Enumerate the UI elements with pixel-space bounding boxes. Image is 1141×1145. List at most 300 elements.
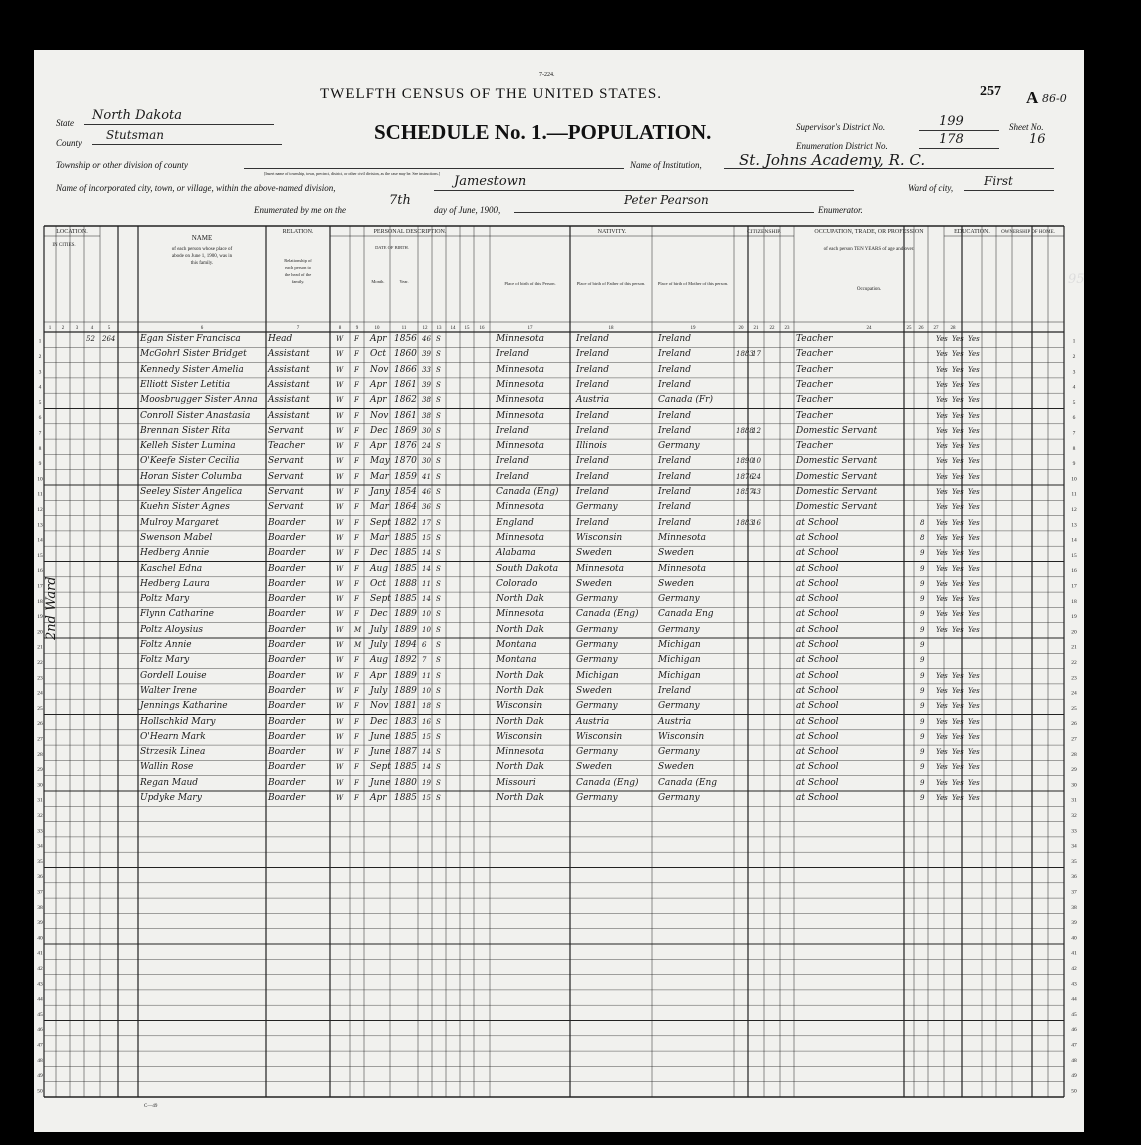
- cell-english: Yes: [968, 794, 980, 802]
- cell-dwelling: 52: [86, 335, 95, 343]
- cell-marital: S: [436, 794, 441, 802]
- cell-occupation: at School: [796, 578, 839, 589]
- line-number-right: 22: [1071, 660, 1077, 667]
- cell-year: 1880: [394, 777, 417, 788]
- cell-mother: Germany: [658, 624, 700, 635]
- cell-relation: Boarder: [268, 793, 306, 803]
- line-number-right: 24: [1071, 690, 1077, 697]
- cell-sex: F: [354, 610, 359, 619]
- cell-birth: Colorado: [496, 578, 538, 589]
- cell-father: Ireland: [576, 471, 609, 482]
- cell-age: 24: [422, 442, 431, 451]
- header-birth-person: Place of birth of this Person.: [504, 281, 556, 286]
- column-number: 19: [690, 326, 696, 331]
- cell-year: 1889: [394, 685, 417, 696]
- line-number-left: 4: [38, 384, 42, 391]
- cell-month: Sept: [370, 517, 391, 528]
- cell-relation: Boarder: [268, 655, 306, 666]
- cell-relation: Boarder: [268, 563, 306, 574]
- cell-birth: North Dak: [496, 685, 544, 696]
- column-number: 12: [422, 326, 428, 331]
- cell-color: W: [336, 671, 344, 680]
- cell-english: Yes: [968, 671, 980, 680]
- cell-read: Yes: [936, 671, 948, 680]
- header-relation: RELATION.: [282, 229, 314, 235]
- cell-write: Yes: [952, 595, 964, 604]
- cell-color: W: [336, 794, 344, 802]
- cell-read: Yes: [936, 396, 948, 405]
- cell-father: Ireland: [576, 456, 609, 467]
- cell-father: Ireland: [576, 517, 609, 528]
- line-number-right: 46: [1071, 1027, 1077, 1034]
- cell-color: W: [336, 426, 344, 435]
- line-number-left: 43: [37, 981, 43, 988]
- cell-marital: S: [436, 763, 441, 772]
- line-number-left: 26: [37, 721, 43, 728]
- line-number-right: 26: [1071, 721, 1077, 728]
- cell-read: Yes: [936, 380, 948, 389]
- cell-school: 9: [920, 763, 925, 772]
- cell-school: 9: [920, 641, 925, 649]
- cell-father: Minnesota: [576, 563, 625, 574]
- column-number: 4: [90, 326, 94, 331]
- cell-occupation: at School: [796, 747, 839, 758]
- cell-year: 1885: [394, 563, 417, 574]
- cell-english: Yes: [968, 533, 980, 542]
- cell-school: 9: [920, 748, 925, 757]
- cell-relation: Servant: [268, 502, 304, 513]
- cell-read: Yes: [936, 595, 948, 604]
- cell-age: 14: [422, 549, 431, 558]
- cell-mother: Ireland: [658, 487, 691, 497]
- cell-occupation: at School: [796, 517, 839, 528]
- cell-school: 9: [920, 656, 925, 665]
- page-number: 257: [980, 84, 1001, 99]
- cell-relation: Boarder: [268, 762, 306, 773]
- cell-marital: S: [436, 442, 441, 451]
- cell-read: Yes: [936, 794, 948, 802]
- cell-read: Yes: [936, 533, 948, 542]
- header-name: NAME: [191, 234, 213, 242]
- cell-marital: S: [436, 686, 441, 695]
- cell-age: 14: [422, 595, 431, 604]
- cell-relation: Boarder: [268, 731, 306, 742]
- cell-sex: F: [354, 488, 359, 496]
- cell-english: Yes: [968, 518, 980, 527]
- cell-color: W: [336, 564, 344, 573]
- cell-color: W: [336, 503, 344, 512]
- cell-year: 1860: [394, 349, 417, 360]
- header-relation-desc: family.: [291, 279, 305, 284]
- cell-occupation: at School: [796, 731, 839, 742]
- cell-father: Germany: [576, 640, 618, 650]
- cell-month: June: [370, 731, 391, 742]
- cell-sex: F: [354, 380, 359, 389]
- cell-father: Sweden: [576, 762, 613, 773]
- line-number-right: 4: [1072, 384, 1076, 391]
- line-number-right: 28: [1071, 751, 1077, 758]
- column-number: 17: [527, 326, 533, 331]
- line-number-left: 49: [37, 1073, 43, 1080]
- cell-color: W: [336, 778, 344, 787]
- cell-english: Yes: [968, 488, 980, 496]
- cell-occupation: Domestic Servant: [796, 502, 878, 513]
- cell-color: W: [336, 732, 344, 741]
- cell-mother: Germany: [658, 701, 700, 712]
- cell-marital: S: [436, 396, 441, 405]
- line-number-left: 17: [37, 583, 43, 590]
- cell-write: Yes: [952, 610, 964, 619]
- line-number-left: 45: [37, 1011, 43, 1018]
- header-month: Month.: [371, 279, 385, 284]
- institution-label: Name of Institution,: [630, 160, 702, 170]
- cell-name: McGohrl Sister Bridget: [140, 349, 247, 360]
- cell-school: 9: [920, 702, 925, 711]
- cell-relation: Boarder: [268, 716, 306, 727]
- header-nativity: NATIVITY.: [597, 229, 627, 235]
- cell-father: Canada (Eng): [576, 609, 639, 620]
- cell-mother: Ireland: [658, 425, 691, 436]
- cell-mother: Germany: [658, 441, 700, 452]
- cell-month: Apr: [370, 670, 387, 681]
- cell-english: Yes: [968, 595, 980, 604]
- cell-read: Yes: [936, 472, 948, 481]
- cell-relation: Assistant: [268, 364, 310, 375]
- cell-sex: F: [354, 442, 359, 451]
- cell-relation: Boarder: [268, 640, 306, 650]
- cell-age: 39: [422, 350, 431, 359]
- cell-marital: S: [436, 717, 441, 726]
- cell-sex: M: [354, 641, 362, 649]
- line-number-right: 43: [1071, 981, 1077, 988]
- cell-month: Aug: [370, 655, 389, 666]
- cell-occupation: at School: [796, 532, 839, 543]
- cell-month: Apr: [370, 441, 387, 452]
- cell-occupation: at School: [796, 670, 839, 681]
- cell-year: 1859: [394, 471, 417, 482]
- cell-age: 39: [422, 380, 431, 389]
- cell-father: Wisconsin: [576, 731, 623, 742]
- cell-year: 1869: [394, 425, 417, 436]
- cell-immig: 1883: [736, 518, 754, 527]
- cell-age: 30: [422, 426, 431, 435]
- cell-english: Yes: [968, 763, 980, 772]
- cell-sex: F: [354, 579, 359, 588]
- column-number: 20: [738, 326, 744, 331]
- cell-write: Yes: [952, 518, 964, 527]
- cell-write: Yes: [952, 442, 964, 451]
- cell-month: Sept: [370, 762, 391, 773]
- cell-marital: S: [436, 625, 441, 634]
- cell-color: W: [336, 702, 344, 711]
- line-number-left: 12: [37, 507, 43, 514]
- cell-school: 9: [920, 549, 925, 558]
- cell-name: Hollschkid Mary: [140, 716, 216, 727]
- cell-relation: Boarder: [268, 747, 306, 758]
- cell-name: Walter Irene: [140, 685, 198, 696]
- township-note: [Insert name of township, town, precinct, district, or other civil division, as the case may be. See instructions.]: [264, 171, 441, 176]
- cell-year: 1876: [394, 441, 417, 452]
- cell-month: Dec: [370, 548, 388, 559]
- cell-birth: Wisconsin: [496, 731, 543, 742]
- cell-occupation: Teacher: [796, 349, 833, 360]
- header-ownership: OWNERSHIP OF HOME.: [1001, 230, 1055, 235]
- line-number-right: 1: [1072, 338, 1076, 345]
- cell-mother: Ireland: [658, 471, 691, 482]
- cell-month: Nov: [370, 364, 389, 375]
- cell-name: Regan Maud: [140, 777, 199, 788]
- cell-school: 9: [920, 686, 925, 695]
- cell-relation: Servant: [268, 487, 304, 497]
- cell-mother: Minnesota: [658, 563, 707, 574]
- line-number-right: 47: [1071, 1042, 1077, 1049]
- cell-read: Yes: [936, 778, 948, 787]
- cell-write: Yes: [952, 794, 964, 802]
- cell-year: 1866: [394, 364, 417, 375]
- line-number-left: 50: [37, 1088, 43, 1095]
- cell-school: 9: [920, 625, 925, 634]
- cell-marital: S: [436, 533, 441, 542]
- cell-english: Yes: [968, 503, 980, 512]
- cell-year: 1870: [394, 456, 417, 467]
- column-number: 5: [107, 326, 111, 331]
- cell-age: 10: [422, 610, 431, 619]
- cell-mother: Ireland: [658, 517, 691, 528]
- cell-color: W: [336, 488, 344, 496]
- header-birth-mother: Place of birth of Mother of this person.: [657, 281, 729, 286]
- cell-school: 9: [920, 564, 925, 573]
- cell-sex: F: [354, 778, 359, 787]
- cell-marital: S: [436, 380, 441, 389]
- cell-age: 17: [422, 518, 431, 527]
- cell-sex: F: [354, 671, 359, 680]
- cell-father: Germany: [576, 655, 618, 666]
- cell-marital: S: [436, 641, 441, 649]
- line-number-right: 11: [1071, 491, 1077, 498]
- cell-english: Yes: [968, 702, 980, 711]
- cell-name: Wallin Rose: [140, 762, 194, 773]
- cell-color: W: [336, 533, 344, 542]
- cell-age: 15: [422, 732, 431, 741]
- cell-mother: Sweden: [658, 548, 695, 559]
- cell-name: Foltz Mary: [140, 655, 190, 666]
- cell-relation: Boarder: [268, 548, 306, 559]
- cell-birth: Minnesota: [496, 609, 545, 620]
- column-number: 22: [769, 326, 775, 331]
- line-number-right: 20: [1071, 629, 1077, 636]
- cell-read: Yes: [936, 503, 948, 512]
- line-number-right: 2: [1072, 354, 1076, 361]
- cell-sex: F: [354, 518, 359, 527]
- line-number-right: 17: [1071, 583, 1077, 590]
- cell-read: Yes: [936, 686, 948, 695]
- cell-sex: M: [354, 625, 362, 634]
- cell-age: 15: [422, 533, 431, 542]
- cell-read: Yes: [936, 763, 948, 772]
- cell-age: 38: [422, 411, 431, 420]
- cell-name: Brennan Sister Rita: [140, 425, 231, 436]
- cell-sex: F: [354, 702, 359, 711]
- cell-write: Yes: [952, 488, 964, 496]
- cell-year: 1885: [394, 548, 417, 559]
- supervisor-label: Supervisor's District No.: [796, 122, 886, 132]
- cell-mother: Canada (Fr): [658, 395, 713, 406]
- cell-relation: Boarder: [268, 624, 306, 635]
- page-stamp: A: [1026, 88, 1039, 107]
- line-number-right: 38: [1071, 904, 1077, 911]
- cell-english: Yes: [968, 625, 980, 634]
- cell-birth: England: [496, 517, 534, 528]
- line-number-left: 20: [37, 629, 43, 636]
- cell-mother: Wisconsin: [658, 731, 705, 742]
- cell-name: Gordell Louise: [140, 670, 207, 681]
- enumerated-label: Enumerated by me on the: [254, 205, 346, 215]
- cell-marital: S: [436, 411, 441, 420]
- cell-birth: Minnesota: [496, 441, 545, 452]
- cell-color: W: [336, 641, 344, 649]
- cell-name: Moosbrugger Sister Anna: [140, 395, 258, 406]
- cell-marital: S: [436, 350, 441, 359]
- cell-color: W: [336, 472, 344, 481]
- cell-mother: Minnesota: [658, 532, 707, 543]
- line-number-right: 10: [1071, 476, 1077, 483]
- cell-marital: S: [436, 488, 441, 496]
- line-number-right: 35: [1071, 858, 1077, 865]
- cell-birth: North Dak: [496, 670, 544, 681]
- cell-year: 1883: [394, 716, 417, 727]
- cell-write: Yes: [952, 671, 964, 680]
- cell-year: 1885: [394, 594, 417, 605]
- column-number: 16: [479, 326, 485, 331]
- cell-relation: Servant: [268, 471, 304, 482]
- cell-age: 38: [422, 396, 431, 405]
- cell-occupation: at School: [796, 640, 839, 650]
- page-stamp-handwritten: 86-0: [1042, 92, 1067, 105]
- line-number-left: 2: [38, 354, 42, 361]
- cell-occupation: at School: [796, 624, 839, 635]
- form-number: 7-224.: [539, 72, 555, 78]
- cell-school: 9: [920, 579, 925, 588]
- cell-relation: Teacher: [268, 441, 305, 452]
- cell-mother: Germany: [658, 594, 700, 605]
- cell-mother: Ireland: [658, 456, 691, 467]
- cell-write: Yes: [952, 686, 964, 695]
- cell-name: Hedberg Annie: [140, 548, 210, 559]
- cell-birth: Missouri: [496, 777, 536, 788]
- cell-mother: Sweden: [658, 762, 695, 773]
- cell-write: Yes: [952, 503, 964, 512]
- cell-year: 1894: [394, 640, 417, 650]
- county-label: County: [56, 138, 82, 148]
- line-number-right: 37: [1071, 889, 1077, 896]
- cell-year: 1861: [394, 379, 417, 390]
- cell-father: Austria: [576, 395, 610, 406]
- cell-occupation: at School: [796, 655, 839, 666]
- cell-read: Yes: [936, 457, 948, 466]
- line-number-left: 5: [38, 399, 42, 406]
- cell-birth: North Dak: [496, 594, 544, 605]
- cell-school: 9: [920, 717, 925, 726]
- cell-mother: Ireland: [658, 379, 691, 390]
- cell-sex: F: [354, 457, 359, 466]
- header-citizenship: CITIZENSHIP.: [746, 229, 782, 235]
- sheet-label: Sheet No.: [1009, 122, 1044, 132]
- cell-read: Yes: [936, 625, 948, 634]
- column-number: 1: [48, 326, 52, 331]
- cell-father: Sweden: [576, 578, 613, 589]
- cell-occupation: Domestic Servant: [796, 471, 878, 482]
- cell-father: Germany: [576, 594, 618, 605]
- cell-name: Updyke Mary: [140, 793, 202, 803]
- cell-school: 8: [920, 533, 925, 542]
- cell-sex: F: [354, 411, 359, 420]
- cell-mother: Austria: [658, 716, 692, 727]
- cell-marital: S: [436, 426, 441, 435]
- cell-father: Ireland: [576, 487, 609, 497]
- line-number-right: 15: [1071, 552, 1077, 559]
- cell-immig: 1857: [736, 488, 754, 496]
- cell-father: Germany: [576, 701, 618, 712]
- cell-marital: S: [436, 564, 441, 573]
- cell-school: 8: [920, 518, 925, 527]
- cell-color: W: [336, 365, 344, 374]
- cell-age: 46: [422, 488, 431, 496]
- city-label: Name of incorporated city, town, or village, within the above-named division,: [56, 183, 336, 193]
- cell-color: W: [336, 518, 344, 527]
- cell-name: O'Hearn Mark: [140, 731, 206, 742]
- township-label: Township or other division of county: [56, 160, 188, 170]
- cell-birth: North Dak: [496, 716, 544, 727]
- state-value: North Dakota: [92, 108, 182, 123]
- line-number-left: 15: [37, 552, 43, 559]
- line-number-right: 7: [1072, 430, 1076, 437]
- sheet-value: 16: [1029, 132, 1046, 147]
- cell-name: O'Keefe Sister Cecilia: [140, 456, 240, 467]
- cell-month: Mar: [370, 502, 389, 513]
- cell-years-us: 43: [752, 488, 761, 496]
- header-occupation: OCCUPATION, TRADE, OR PROFESSION: [814, 229, 924, 235]
- cell-age: 36: [422, 503, 431, 512]
- line-number-left: 18: [37, 598, 43, 605]
- line-number-right: 30: [1071, 782, 1077, 789]
- cell-color: W: [336, 656, 344, 665]
- side-number: 95: [1068, 272, 1085, 287]
- cell-english: Yes: [968, 717, 980, 726]
- cell-year: 1862: [394, 395, 417, 406]
- cell-year: 1892: [394, 655, 417, 666]
- line-number-right: 16: [1071, 568, 1077, 575]
- line-number-right: 13: [1071, 522, 1077, 529]
- cell-father: Ireland: [576, 349, 609, 360]
- line-number-left: 44: [37, 996, 43, 1003]
- enumerated-day: 7th: [389, 193, 411, 208]
- cell-color: W: [336, 686, 344, 695]
- margin-note: 2nd Ward: [44, 576, 59, 640]
- cell-occupation: at School: [796, 563, 839, 574]
- cell-marital: S: [436, 656, 441, 665]
- cell-month: Sept: [370, 594, 391, 605]
- cell-read: Yes: [936, 488, 948, 496]
- line-number-right: 32: [1071, 813, 1077, 820]
- cell-write: Yes: [952, 365, 964, 374]
- cell-sex: F: [354, 564, 359, 573]
- cell-father: Germany: [576, 502, 618, 513]
- cell-mother: Canada (Eng: [658, 777, 718, 788]
- column-number: 9: [355, 326, 359, 331]
- header-relation-desc: the head of the: [284, 272, 312, 277]
- cell-english: Yes: [968, 564, 980, 573]
- cell-marital: S: [436, 595, 441, 604]
